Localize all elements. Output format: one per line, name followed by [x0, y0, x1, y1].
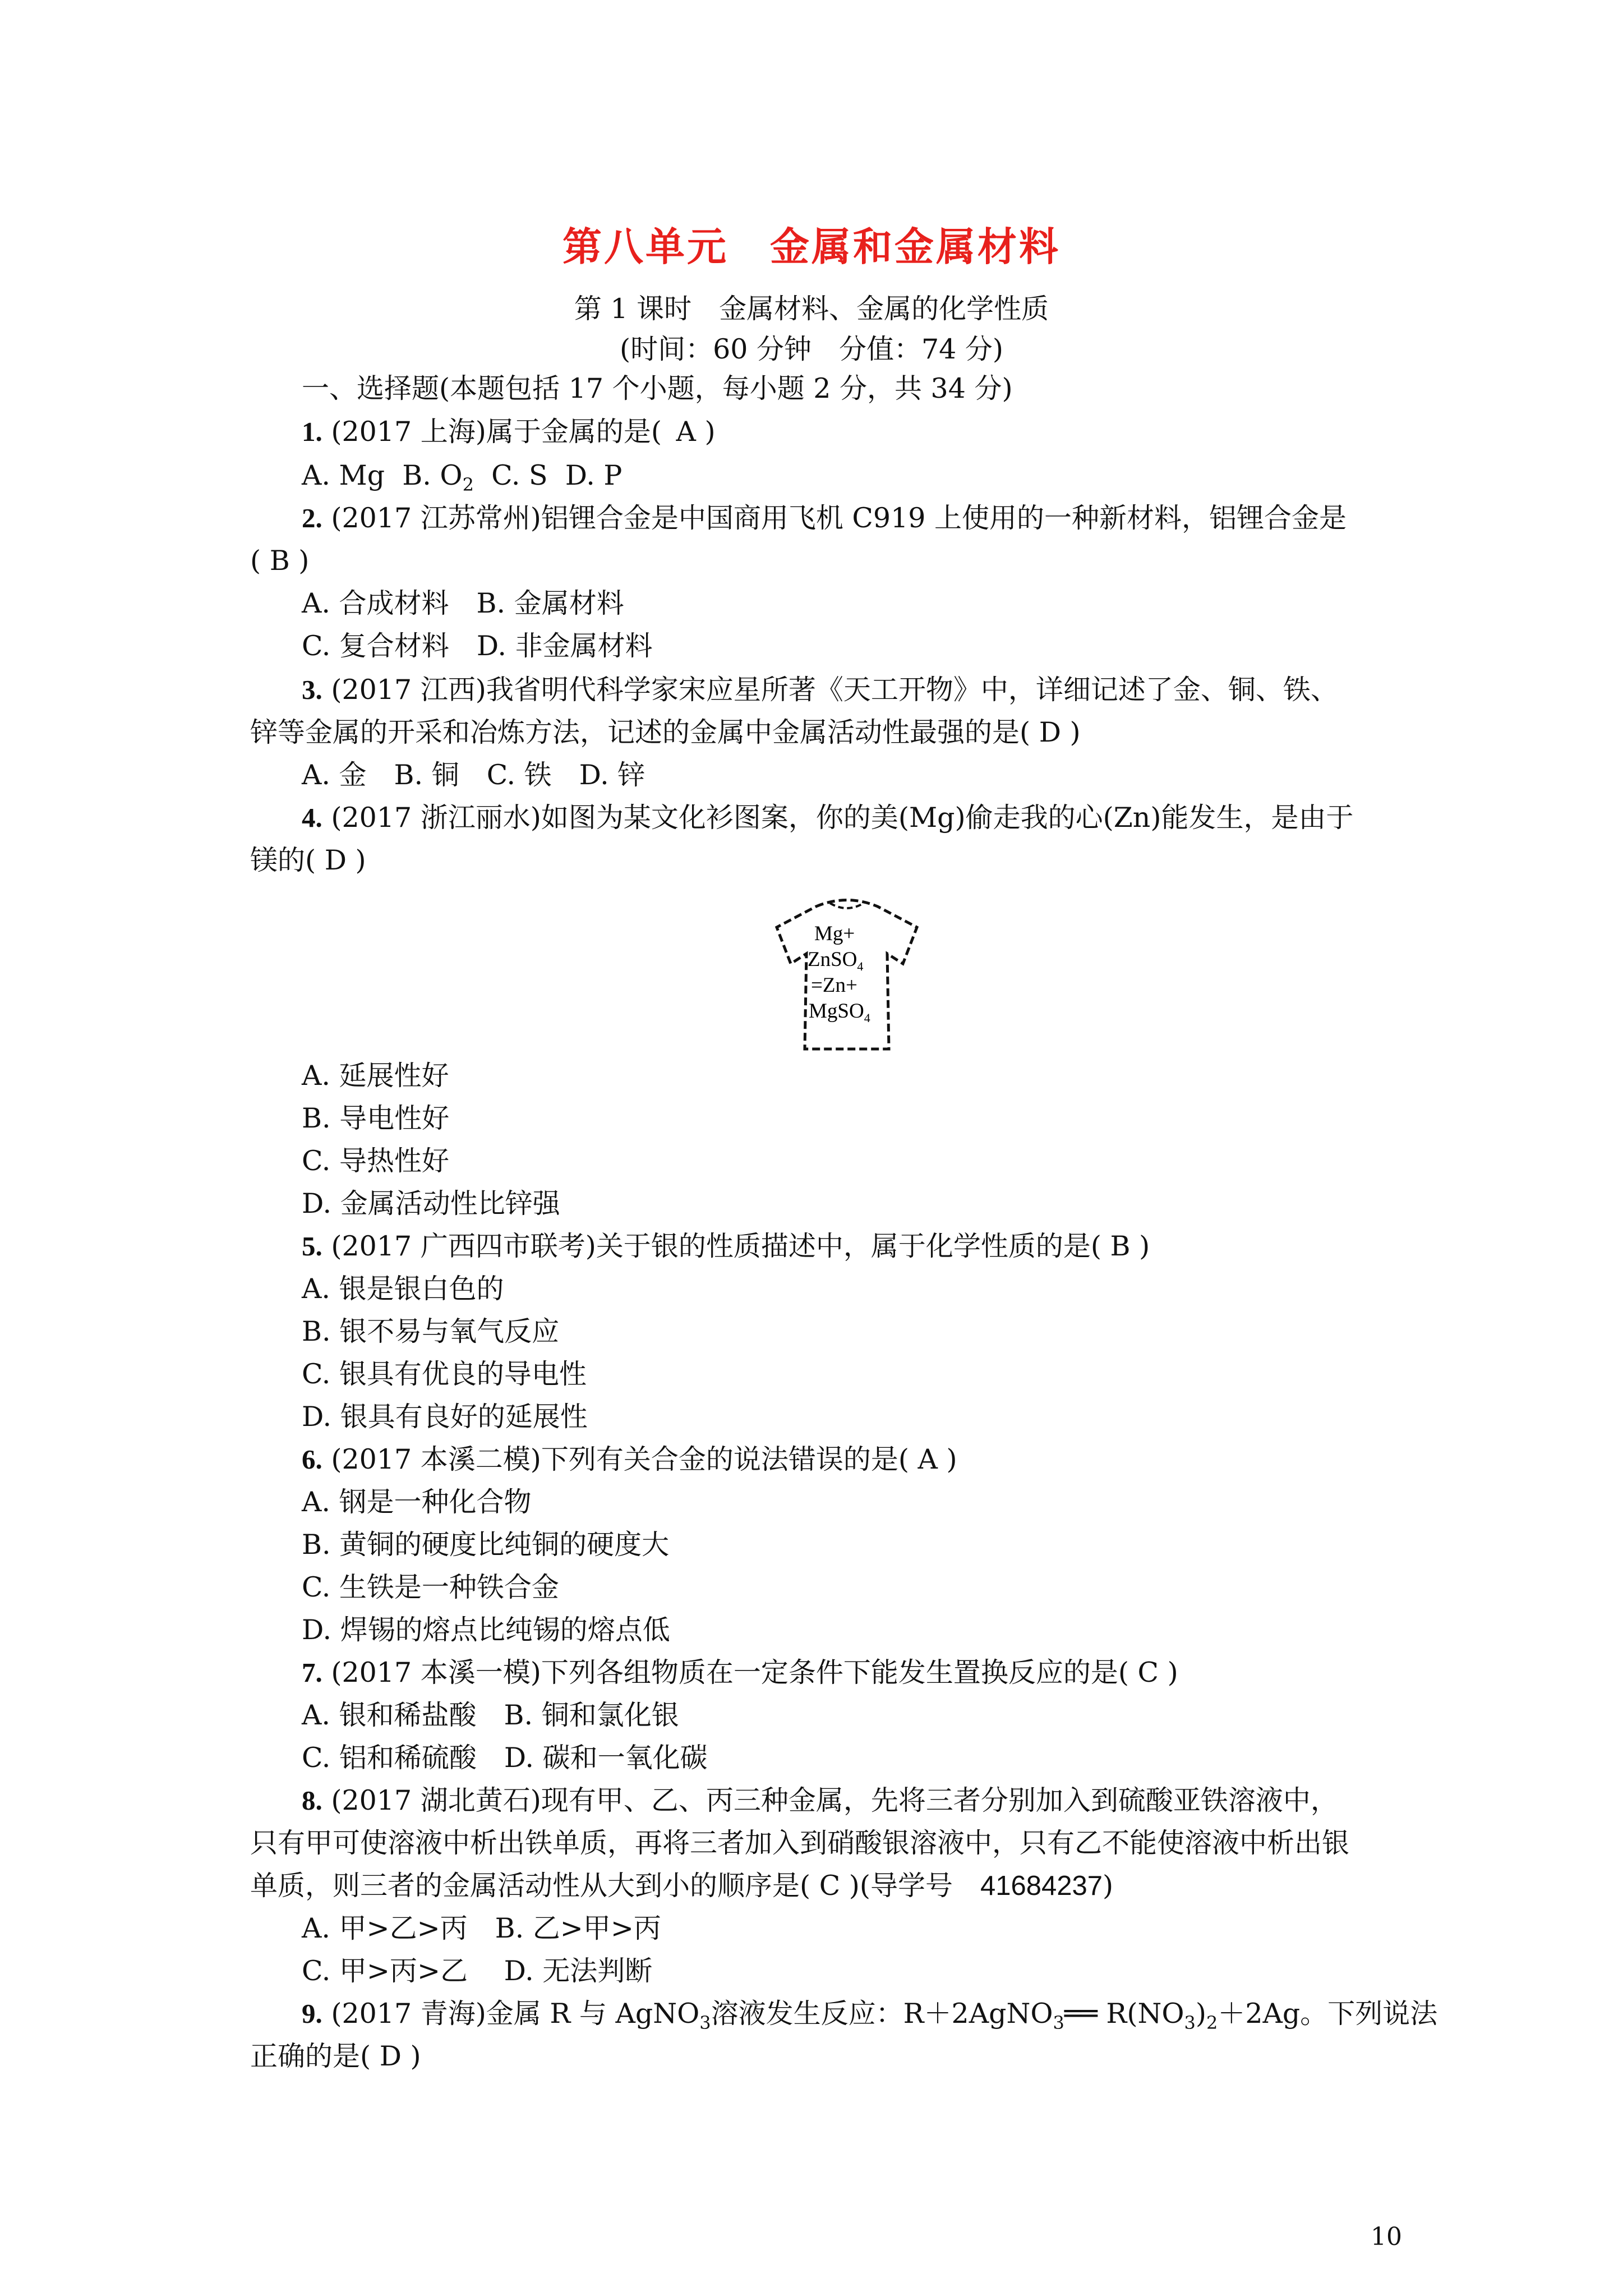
question-number: 8. [302, 1785, 322, 1816]
stem-part: ＋2Ag。下列说法 [1218, 1998, 1438, 2030]
question-7-options-2: C. 铝和稀硫酸 D. 碳和一氧化碳 [302, 1742, 708, 1774]
stem-part: ) [1195, 1998, 1206, 2030]
question-stem: (2017 江苏常州)铝锂合金是中国商用飞机 C919 上使用的一种新材料，铝锂合金是 [331, 502, 1347, 534]
question-1-options [302, 459, 622, 501]
question-5-option-a: A. 银是银白色的 [302, 1273, 504, 1305]
collar-icon [830, 903, 864, 908]
question-stem: 属于金属的是( [486, 416, 662, 448]
question-2 [302, 501, 1347, 535]
question-4-option-d: D. 金属活动性比锌强 [302, 1188, 560, 1220]
question-stem: (2017 浙江丽水)如图为某文化衫图案，你的美(Mg)偷走我的心(Zn)能发生，是由于 [331, 802, 1354, 834]
question-5-option-c: C. 银具有优良的导电性 [302, 1358, 587, 1390]
question-6 [302, 1443, 957, 1476]
question-number: 6. [302, 1444, 322, 1475]
question-5-option-b: B. 银不易与氧气反应 [302, 1315, 560, 1347]
option-c: C. S [491, 459, 548, 491]
paren-close: ) [704, 416, 716, 448]
question-6-option-c: C. 生铁是一种铁合金 [302, 1571, 559, 1603]
subscript: 2 [1206, 2012, 1218, 2033]
question-2-options-1: A. 合成材料 B. 金属材料 [302, 587, 624, 619]
question-4-stem-cont: 镁的( D ) [250, 844, 366, 876]
stem-part: 溶液发生反应：R＋2AgNO [711, 1998, 1053, 2030]
page-number: 10 [1371, 2223, 1402, 2251]
question-6-option-a: A. 钢是一种化合物 [302, 1486, 532, 1518]
subscript: 3 [1053, 2012, 1064, 2033]
question-5 [302, 1230, 1150, 1263]
unit-title: 第八单元 金属和金属材料 [562, 223, 1061, 270]
question-stem-part: 单质，则三者的金属活动性从大到小的顺序是( C )(导学号 [250, 1870, 980, 1902]
question-number: 2. [302, 503, 322, 533]
question-number: 3. [302, 674, 322, 705]
question-9 [302, 1997, 1437, 2040]
question-stem: (2017 本溪二模)下列有关合金的说法错误的是( A ) [331, 1443, 957, 1475]
question-source: (2017 上海) [331, 416, 486, 448]
question-6-option-d: D. 焊锡的熔点比纯锡的熔点低 [302, 1614, 670, 1646]
option-b: B. O [402, 459, 463, 491]
subscript: 3 [1184, 2012, 1196, 2033]
question-7-options-1: A. 银和稀盐酸 B. 铜和氯化银 [302, 1699, 679, 1731]
shirt-line-3: =Zn+ [811, 974, 857, 997]
stem-part: ══ R(NO [1064, 1998, 1184, 2030]
stem-part: (2017 青海)金属 R 与 AgNO [331, 1998, 700, 2030]
question-4 [302, 801, 1353, 835]
question-8-stem-cont: 只有甲可使溶液中析出铁单质，再将三者加入到硝酸银溶液中，只有乙不能使溶液中析出银 [250, 1827, 1350, 1859]
subscript: 3 [699, 2012, 711, 2033]
question-number: 5. [302, 1231, 322, 1262]
question-8 [302, 1784, 1338, 1818]
question-9-stem-cont: 正确的是( D ) [250, 2040, 421, 2072]
question-2-options-2: C. 复合材料 D. 非金属材料 [302, 630, 653, 662]
question-2-stem-cont: ( B ) [250, 545, 310, 577]
shirt-line-2: ZnSO$_4$ [808, 948, 864, 973]
question-3 [302, 673, 1338, 707]
question-4-option-c: C. 导热性好 [302, 1145, 449, 1177]
option-a: A. Mg [302, 459, 385, 491]
question-number: 9. [302, 1998, 322, 2029]
paren-close: ) [1103, 1870, 1114, 1902]
question-stem: (2017 本溪一模)下列各组物质在一定条件下能发生置换反应的是( C ) [331, 1657, 1178, 1688]
question-stem: (2017 湖北黄石)现有甲、乙、丙三种金属，先将三者分别加入到硫酸亚铁溶液中， [331, 1784, 1338, 1816]
question-5-option-d: D. 银具有良好的延展性 [302, 1401, 588, 1433]
question-7 [302, 1656, 1178, 1690]
section-heading: 一、选择题(本题包括 17 个小题，每小题 2 分，共 34 分) [302, 372, 1013, 404]
question-6-option-b: B. 黄铜的硬度比纯铜的硬度大 [302, 1529, 670, 1561]
question-stem: (2017 江西)我省明代科学家宋应星所著《天工开物》中，详细记述了金、铜、铁、 [331, 674, 1338, 706]
shirt-line-4: MgSO$_4$ [809, 1000, 870, 1025]
question-1 [302, 415, 716, 449]
question-number: 7. [302, 1657, 322, 1688]
question-8-options-2: C. 甲>丙>乙 D. 无法判断 [302, 1955, 653, 1987]
option-b-subscript: 2 [462, 473, 474, 495]
lesson-subtitle: 第 1 课时 金属材料、金属的化学性质 [574, 293, 1049, 325]
question-3-stem-cont: 锌等金属的开采和冶炼方法，记述的金属中金属活动性最强的是( D ) [250, 716, 1081, 748]
question-4-option-a: A. 延展性好 [302, 1060, 449, 1092]
question-number: 4. [302, 802, 322, 833]
question-4-option-b: B. 导电性好 [302, 1102, 450, 1134]
answer: A [676, 416, 696, 448]
guide-number: 41684237 [980, 1871, 1103, 1901]
t-shirt-figure [763, 891, 931, 1053]
question-number: 1. [302, 416, 322, 447]
question-stem: (2017 广西四市联考)关于银的性质描述中，属于化学性质的是( B ) [331, 1230, 1150, 1262]
question-8-options-1: A. 甲>乙>丙 B. 乙>甲>丙 [302, 1912, 661, 1944]
question-3-options: A. 金 B. 铜 C. 铁 D. 锌 [302, 759, 645, 791]
option-d: D. P [565, 459, 623, 491]
time-score-info: (时间：60 分钟 分值：74 分) [619, 333, 1004, 365]
shirt-line-1: Mg+ [814, 922, 855, 945]
question-8-stem-cont-2 [250, 1869, 1113, 1903]
